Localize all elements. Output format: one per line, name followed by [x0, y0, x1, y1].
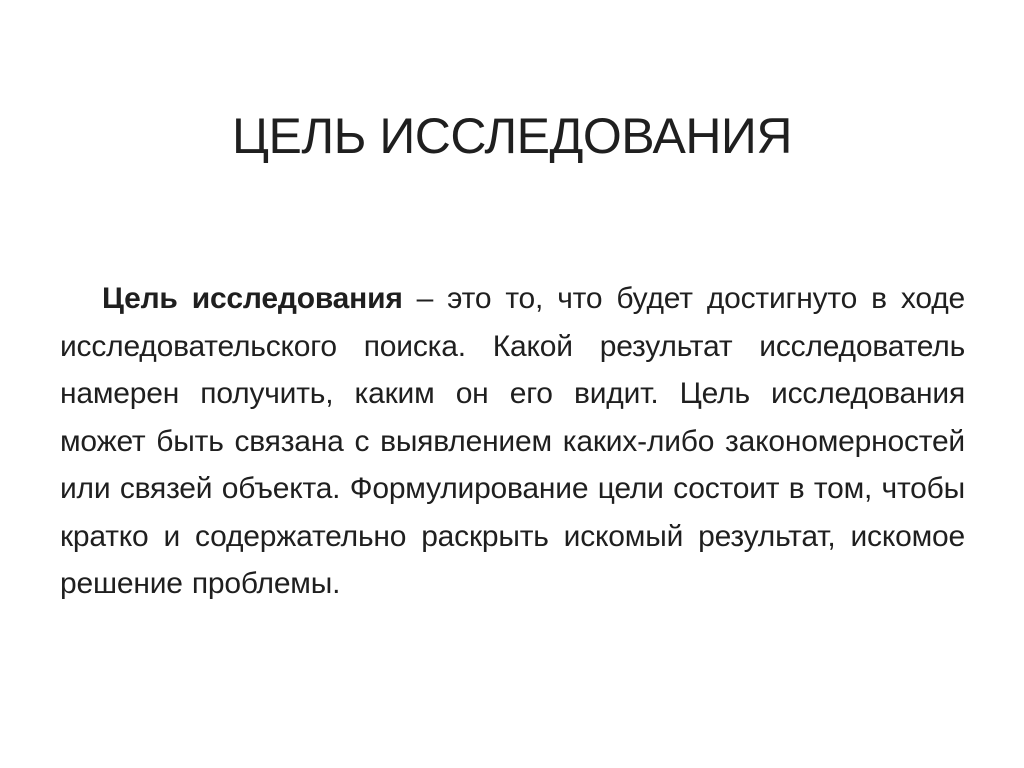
slide-title: ЦЕЛЬ ИССЛЕДОВАНИЯ [232, 108, 792, 164]
slide-body-paragraph [60, 275, 965, 608]
defined-term: Цель исследования [102, 282, 403, 315]
definition-text: – это то, что будет достигнуто в ходе исследовательского поиска. Какой результат исследователь намерен получить, каким он его видит. Цель исследования может быть связана с выявлением каких-либо закономерностей или связей объекта. Формулирование цели состоит в том, чтобы кратко и содержательно раскрыть искомый результат, искомое решение проблемы. [60, 282, 965, 600]
